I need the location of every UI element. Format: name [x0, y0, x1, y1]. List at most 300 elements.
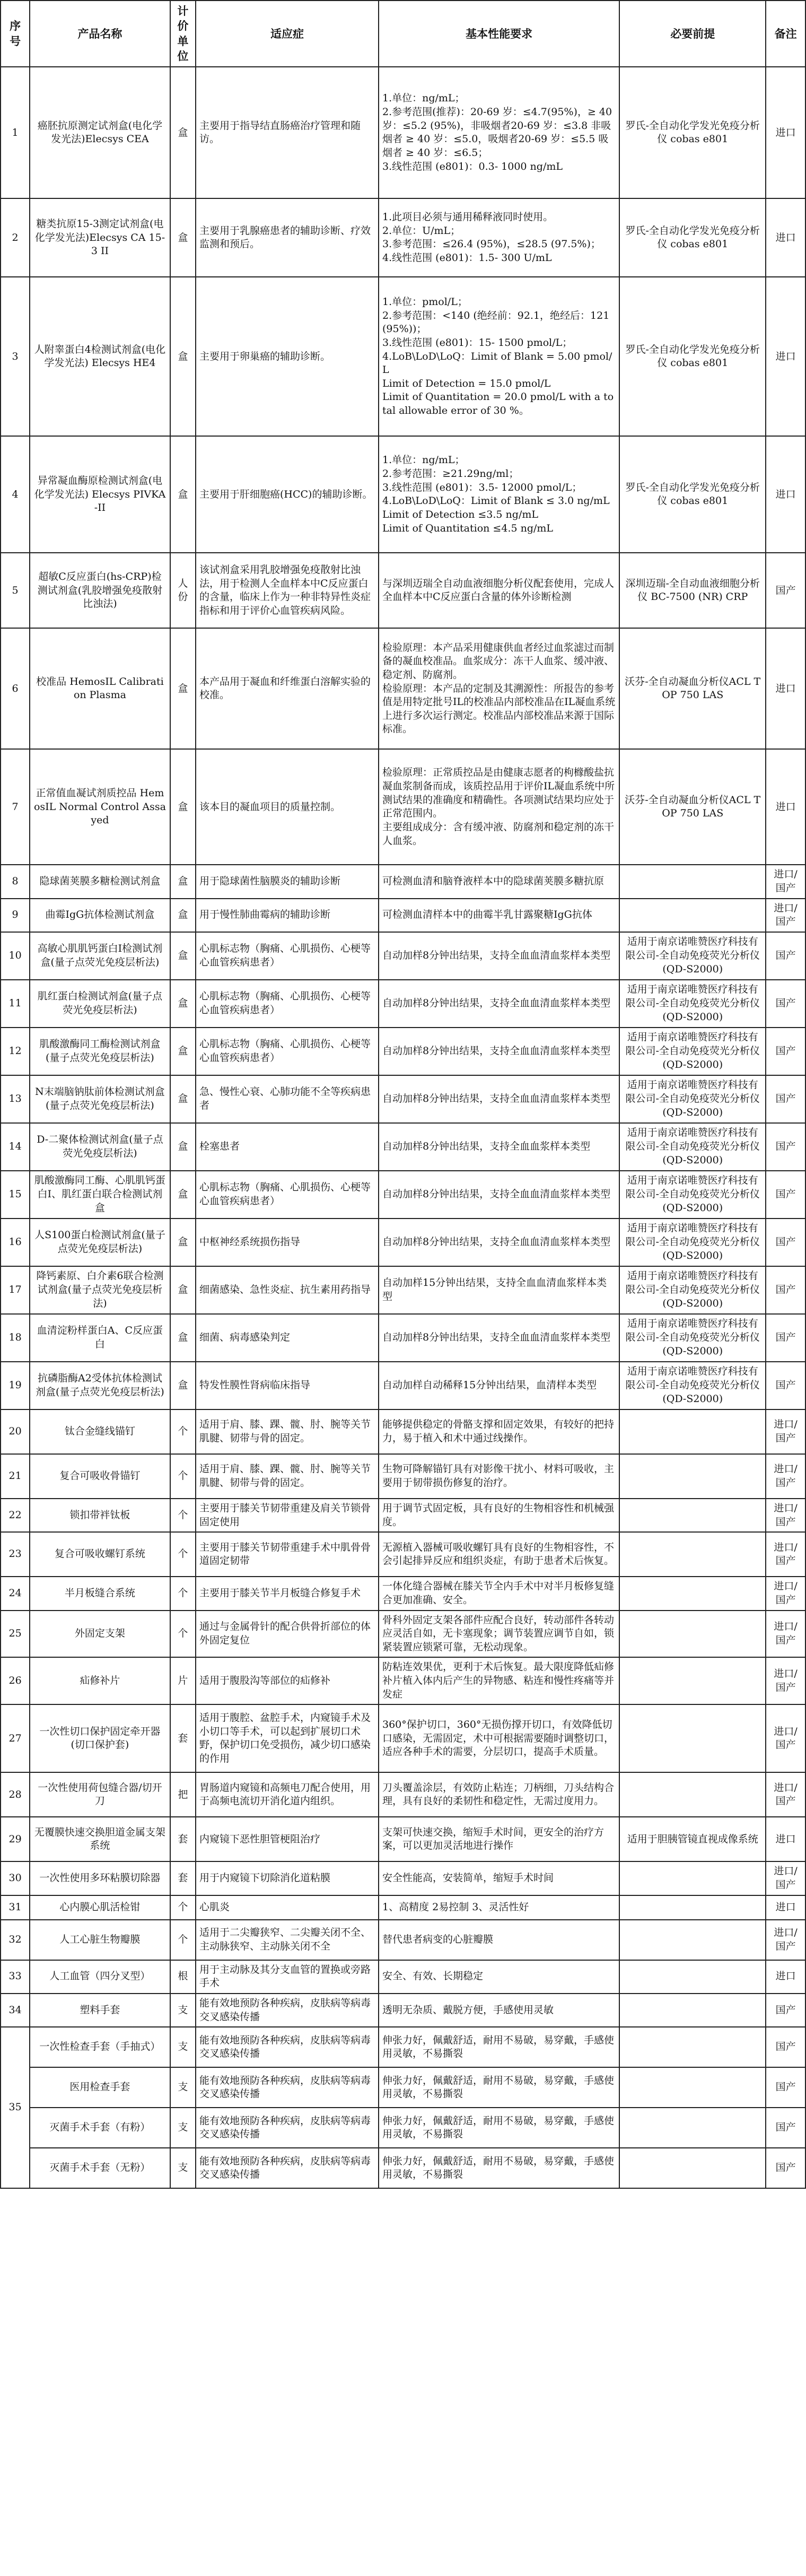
- cell-prerequisite: 适用于南京诺唯赞医疗科技有限公司-全自动免疫荧光分析仪(QD-S2000): [619, 1314, 766, 1362]
- cell-no: 9: [1, 899, 30, 932]
- cell-prerequisite: 适用于南京诺唯赞医疗科技有限公司-全自动免疫荧光分析仪(QD-S2000): [619, 1171, 766, 1219]
- table-row: [1, 1314, 805, 1362]
- cell-indication: 能有效地预防各种疾病，皮肤病等病毒交叉感染传播: [196, 1994, 379, 2027]
- header-no: 序号: [1, 1, 30, 67]
- cell-note: 进口: [766, 1817, 805, 1861]
- cell-unit: 支: [170, 1994, 196, 2027]
- cell-product-name: 疝修补片: [30, 1657, 170, 1704]
- table-row: [1, 1454, 805, 1499]
- cell-requirements: 伸张力好，佩戴舒适，耐用不易破，易穿戴，手感使用灵敏，不易撕裂: [379, 2108, 619, 2148]
- cell-indication: 适用于腹腔、盆腔手术，内窥镜手术及小切口等手术，可以起到扩展切口术野，保护切口免受损伤，减少切口感染的作用: [196, 1704, 379, 1772]
- cell-unit: 套: [170, 1861, 196, 1895]
- cell-note: 国产: [766, 1028, 805, 1075]
- cell-requirements: 透明无杂质、戴脱方便，手感使用灵敏: [379, 1994, 619, 2027]
- cell-requirements: 安全性能高，安装简单，缩短手术时间: [379, 1861, 619, 1895]
- table-row: [1, 1960, 805, 1994]
- cell-no: 22: [1, 1499, 30, 1532]
- cell-note: 进口/国产: [766, 865, 805, 898]
- cell-unit: 个: [170, 1611, 196, 1658]
- cell-prerequisite: 适用于南京诺唯赞医疗科技有限公司-全自动免疫荧光分析仪(QD-S2000): [619, 1266, 766, 1314]
- cell-unit: 盒: [170, 67, 196, 198]
- cell-requirements: 1、高精度 2易控制 3、灵活性好: [379, 1895, 619, 1920]
- cell-indication: 主要用于乳腺癌患者的辅助诊断、疗效监测和预后。: [196, 198, 379, 277]
- cell-product-name: 血清淀粉样蛋白A、C反应蛋白: [30, 1314, 170, 1362]
- cell-unit: 盒: [170, 198, 196, 277]
- cell-prerequisite: [619, 1772, 766, 1817]
- cell-product-name: 糖类抗原15-3测定试剂盒(电化学发光法)Elecsys CA 15-3 II: [30, 198, 170, 277]
- cell-no: 27: [1, 1704, 30, 1772]
- cell-requirements: 支架可快速交换，缩短手术时间，更安全的治疗方案，可以更加灵活地进行操作: [379, 1817, 619, 1861]
- cell-requirements: 生物可降解锚钉具有对影像干扰小、材料可吸收，主要用于韧带损伤修复的治疗。: [379, 1454, 619, 1499]
- cell-product-name: 心内膜心肌活检钳: [30, 1895, 170, 1920]
- cell-product-name: 灭菌手术手套（有粉）: [30, 2108, 170, 2148]
- cell-indication: 能有效地预防各种疾病，皮肤病等病毒交叉感染传播: [196, 2148, 379, 2188]
- cell-product-name: 肌酸激酶同工酶、心肌肌钙蛋白I、肌红蛋白联合检测试剂盒: [30, 1171, 170, 1219]
- cell-note: 国产: [766, 1219, 805, 1266]
- cell-indication: 主要用于指导结直肠癌治疗管理和随访。: [196, 67, 379, 198]
- cell-no: 1: [1, 67, 30, 198]
- cell-product-name: 复合可吸收螺钉系统: [30, 1532, 170, 1577]
- table-row: [1, 932, 805, 980]
- cell-indication: 用于慢性肺曲霉病的辅助诊断: [196, 899, 379, 932]
- table-row: [1, 628, 805, 749]
- cell-prerequisite: [619, 1532, 766, 1577]
- cell-indication: 主要用于膝关节韧带重建及肩关节锁骨固定使用: [196, 1499, 379, 1532]
- cell-no: 14: [1, 1123, 30, 1171]
- cell-note: 国产: [766, 2108, 805, 2148]
- cell-unit: 盒: [170, 749, 196, 865]
- cell-prerequisite: [619, 1454, 766, 1499]
- cell-prerequisite: [619, 1611, 766, 1658]
- cell-note: 进口/国产: [766, 1772, 805, 1817]
- cell-note: 进口/国产: [766, 1920, 805, 1960]
- cell-unit: 盒: [170, 865, 196, 898]
- cell-no: 15: [1, 1171, 30, 1219]
- cell-product-name: N末端脑钠肽前体检测试剂盒(量子点荧光免疫层析法): [30, 1075, 170, 1123]
- table-row: [1, 1532, 805, 1577]
- cell-no: 6: [1, 628, 30, 749]
- cell-no: 13: [1, 1075, 30, 1123]
- cell-product-name: 人S100蛋白检测试剂盒(量子点荧光免疫层析法): [30, 1219, 170, 1266]
- cell-indication: 心肌炎: [196, 1895, 379, 1920]
- table-row: [1, 2148, 805, 2188]
- table-row: [1, 980, 805, 1028]
- cell-unit: 片: [170, 1657, 196, 1704]
- cell-indication: 适用于腹股沟等部位的疝修补: [196, 1657, 379, 1704]
- cell-note: 国产: [766, 1314, 805, 1362]
- cell-requirements: 自动加样8分钟出结果，支持全血血清血浆样本类型: [379, 980, 619, 1028]
- cell-product-name: 癌胚抗原测定试剂盒(电化学发光法)Elecsys CEA: [30, 67, 170, 198]
- table-row: [1, 2067, 805, 2108]
- cell-indication: 心肌标志物（胸痛、心肌损伤、心梗等心血管疾病患者）: [196, 1028, 379, 1075]
- header-unit: 计价单位: [170, 1, 196, 67]
- cell-product-name: 无覆膜快速交换胆道金属支架系统: [30, 1817, 170, 1861]
- cell-no: 23: [1, 1532, 30, 1577]
- cell-unit: 支: [170, 2148, 196, 2188]
- cell-no: 18: [1, 1314, 30, 1362]
- cell-no: 8: [1, 865, 30, 898]
- cell-product-name: 高敏心肌肌钙蛋白I检测试剂盒(量子点荧光免疫层析法): [30, 932, 170, 980]
- cell-prerequisite: [619, 1704, 766, 1772]
- cell-note: 进口/国产: [766, 899, 805, 932]
- table-row: [1, 865, 805, 898]
- cell-indication: 适用于二尖瓣狭窄、二尖瓣关闭不全、主动脉狭窄、主动脉关闭不全: [196, 1920, 379, 1960]
- cell-note: 国产: [766, 1362, 805, 1409]
- cell-product-name: 人工心脏生物瓣膜: [30, 1920, 170, 1960]
- cell-prerequisite: [619, 1499, 766, 1532]
- cell-prerequisite: 适用于胆胰管镜直视成像系统: [619, 1817, 766, 1861]
- cell-unit: 根: [170, 1960, 196, 1994]
- cell-prerequisite: [619, 1994, 766, 2027]
- cell-prerequisite: 罗氏-全自动化学发光免疫分析仪 cobas e801: [619, 277, 766, 436]
- table-row: [1, 553, 805, 628]
- cell-no: 34: [1, 1994, 30, 2027]
- cell-requirements: 自动加样8分钟出结果，支持全血血清血浆样本类型: [379, 1075, 619, 1123]
- cell-prerequisite: 罗氏-全自动化学发光免疫分析仪 cobas e801: [619, 436, 766, 553]
- cell-no: 11: [1, 980, 30, 1028]
- cell-requirements: 刀头覆盖涂层，有效防止粘连；刀柄细，刀头结构合理，具有良好的柔韧性和稳定性，无需过度用力。: [379, 1772, 619, 1817]
- cell-indication: 主要用于膝关节韧带重建手术中肌骨骨道固定韧带: [196, 1532, 379, 1577]
- cell-indication: 栓塞患者: [196, 1123, 379, 1171]
- cell-unit: 盒: [170, 1123, 196, 1171]
- cell-note: 国产: [766, 2027, 805, 2067]
- cell-prerequisite: [619, 2027, 766, 2067]
- cell-product-name: 塑料手套: [30, 1994, 170, 2027]
- cell-product-name: 异常凝血酶原检测试剂盒(电化学发光法) Elecsys PIVKA-II: [30, 436, 170, 553]
- cell-requirements: 骨科外固定支架各部件应配合良好，转动部件各转动应灵活自如，无卡塞现象；调节装置应调节自如，锁紧装置应锁紧可靠，无松动现象。: [379, 1611, 619, 1658]
- table-row: [1, 1920, 805, 1960]
- cell-unit: 个: [170, 1409, 196, 1454]
- table-row: [1, 1266, 805, 1314]
- cell-indication: 主要用于卵巢癌的辅助诊断。: [196, 277, 379, 436]
- cell-requirements: 防粘连效果优，更利于术后恢复。最大限度降低疝修补片植入体内后产生的异物感、粘连和慢性疼痛等并发症: [379, 1657, 619, 1704]
- header-requirements: 基本性能要求: [379, 1, 619, 67]
- cell-product-name: 曲霉IgG抗体检测试剂盒: [30, 899, 170, 932]
- cell-requirements: 伸张力好，佩戴舒适，耐用不易破，易穿戴，手感使用灵敏，不易撕裂: [379, 2148, 619, 2188]
- cell-requirements: 自动加样8分钟出结果，支持全血血清血浆样本类型: [379, 1028, 619, 1075]
- header-indication: 适应症: [196, 1, 379, 67]
- cell-indication: 通过与金属骨针的配合供骨折部位的体外固定复位: [196, 1611, 379, 1658]
- cell-note: 国产: [766, 1994, 805, 2027]
- cell-requirements: 自动加样8分钟出结果，支持全血血清血浆样本类型: [379, 1314, 619, 1362]
- cell-unit: 盒: [170, 932, 196, 980]
- cell-note: 国产: [766, 2148, 805, 2188]
- table-row: [1, 277, 805, 436]
- cell-indication: 细菌、病毒感染判定: [196, 1314, 379, 1362]
- cell-indication: 用于隐球菌性脑膜炎的辅助诊断: [196, 865, 379, 898]
- cell-no: 5: [1, 553, 30, 628]
- cell-requirements: 1.单位：pmol/L； 2.参考范围：<140 (绝经前：92.1，绝经后：121 (95%))； 3.线性范围 (e801)：15- 1500 pmol/L； 4.LoB\LoD\LoQ：Limit of Blank = 5.00 pmol/L Limit of Detection = 15.0 pmol/L Limit of Quantitation = 20.0 pmol/L with a total allowable error of 30 %。: [379, 277, 619, 436]
- cell-unit: 套: [170, 1704, 196, 1772]
- cell-note: 进口/国产: [766, 1611, 805, 1658]
- cell-product-name: 复合可吸收骨锚钉: [30, 1454, 170, 1499]
- cell-prerequisite: 沃芬-全自动凝血分析仪ACL TOP 750 LAS: [619, 749, 766, 865]
- cell-requirements: 替代患者病变的心脏瓣膜: [379, 1920, 619, 1960]
- cell-note: 进口/国产: [766, 1704, 805, 1772]
- cell-no: 7: [1, 749, 30, 865]
- cell-requirements: 安全、有效、长期稳定: [379, 1960, 619, 1994]
- cell-unit: 个: [170, 1920, 196, 1960]
- cell-note: 国产: [766, 1123, 805, 1171]
- cell-prerequisite: 适用于南京诺唯赞医疗科技有限公司-全自动免疫荧光分析仪(QD-S2000): [619, 932, 766, 980]
- cell-note: 进口/国产: [766, 1409, 805, 1454]
- cell-requirements: 一体化缝合器械在膝关节全内手术中对半月板修复缝合更加准确、安全。: [379, 1577, 619, 1610]
- cell-requirements: 1.单位：ng/mL； 2.参考范围(推荐)：20-69 岁：≤4.7(95%)，≥ 40 岁：≤5.2 (95%)，非吸烟者20-69 岁：≤3.8 非吸烟者 ≥ 40 岁：≤5.0，吸烟者20-69 岁：≤5.5 吸烟者 ≥ 40 岁：≤6.5； 3.线性范围 (e801)：0.3- 1000 ng/mL: [379, 67, 619, 198]
- cell-unit: 支: [170, 2067, 196, 2108]
- cell-note: 进口: [766, 67, 805, 198]
- cell-unit: 盒: [170, 1219, 196, 1266]
- cell-note: 国产: [766, 2067, 805, 2108]
- cell-product-name: 外固定支架: [30, 1611, 170, 1658]
- cell-unit: 把: [170, 1772, 196, 1817]
- cell-indication: 心肌标志物（胸痛、心肌损伤、心梗等心血管疾病患者）: [196, 1171, 379, 1219]
- table-row: [1, 1704, 805, 1772]
- table-row: [1, 1028, 805, 1075]
- cell-indication: 心肌标志物（胸痛、心肌损伤、心梗等心血管疾病患者）: [196, 980, 379, 1028]
- table-row: [1, 749, 805, 865]
- table-row: [1, 67, 805, 198]
- cell-indication: 心肌标志物（胸痛、心肌损伤、心梗等心血管疾病患者）: [196, 932, 379, 980]
- header-note: 备注: [766, 1, 805, 67]
- cell-product-name: 抗磷脂酶A2受体抗体检测试剂盒(量子点荧光免疫层析法): [30, 1362, 170, 1409]
- cell-note: 进口/国产: [766, 1657, 805, 1704]
- cell-product-name: 隐球菌荚膜多糖检测试剂盒: [30, 865, 170, 898]
- cell-unit: 套: [170, 1817, 196, 1861]
- cell-product-name: 校准品 HemosIL Calibration Plasma: [30, 628, 170, 749]
- table-row: [1, 1895, 805, 1920]
- cell-product-name: 人附睾蛋白4检测试剂盒(电化学发光法) Elecsys HE4: [30, 277, 170, 436]
- cell-requirements: 用于调节式固定板，具有良好的生物相容性和机械强度。: [379, 1499, 619, 1532]
- cell-note: 进口: [766, 1895, 805, 1920]
- cell-note: 进口/国产: [766, 1577, 805, 1610]
- cell-unit: 个: [170, 1499, 196, 1532]
- table-row: [1, 1611, 805, 1658]
- table-row: [1, 1171, 805, 1219]
- table-body: [1, 67, 805, 2188]
- table-row: [1, 436, 805, 553]
- cell-unit: 个: [170, 1454, 196, 1499]
- cell-prerequisite: [619, 1960, 766, 1994]
- table-row: [1, 1577, 805, 1610]
- cell-unit: 个: [170, 1532, 196, 1577]
- cell-requirements: 自动加样15分钟出结果，支持全血血清血浆样本类型: [379, 1266, 619, 1314]
- cell-indication: 主要用于肝细胞癌(HCC)的辅助诊断。: [196, 436, 379, 553]
- cell-note: 进口: [766, 436, 805, 553]
- cell-product-name: 超敏C反应蛋白(hs-CRP)检测试剂盒(乳胶增强免疫散射比浊法): [30, 553, 170, 628]
- cell-indication: 急、慢性心衰、心肺功能不全等疾病患者: [196, 1075, 379, 1123]
- cell-unit: 盒: [170, 980, 196, 1028]
- cell-prerequisite: 适用于南京诺唯赞医疗科技有限公司-全自动免疫荧光分析仪(QD-S2000): [619, 1362, 766, 1409]
- table-row: [1, 1817, 805, 1861]
- cell-note: 进口/国产: [766, 1454, 805, 1499]
- table-row: [1, 1362, 805, 1409]
- cell-unit: 支: [170, 2027, 196, 2067]
- cell-prerequisite: 适用于南京诺唯赞医疗科技有限公司-全自动免疫荧光分析仪(QD-S2000): [619, 980, 766, 1028]
- cell-no: 2: [1, 198, 30, 277]
- cell-no: 26: [1, 1657, 30, 1704]
- table-row: [1, 198, 805, 277]
- cell-prerequisite: 罗氏-全自动化学发光免疫分析仪 cobas e801: [619, 67, 766, 198]
- cell-unit: 盒: [170, 1075, 196, 1123]
- cell-unit: 盒: [170, 277, 196, 436]
- cell-no: 16: [1, 1219, 30, 1266]
- cell-note: 进口/国产: [766, 1861, 805, 1895]
- cell-no: 32: [1, 1920, 30, 1960]
- cell-note: 国产: [766, 1171, 805, 1219]
- header-prerequisite: 必要前提: [619, 1, 766, 67]
- table-row: [1, 1409, 805, 1454]
- cell-no: 31: [1, 1895, 30, 1920]
- cell-indication: 该试剂盒采用乳胶增强免疫散射比浊法，用于检测人全血样本中C反应蛋白的含量，临床上作为一种非特异性炎症指标和用于评价心血管疾病风险。: [196, 553, 379, 628]
- cell-no: 20: [1, 1409, 30, 1454]
- cell-prerequisite: [619, 899, 766, 932]
- table-row: [1, 1123, 805, 1171]
- cell-product-name: 正常值血凝试剂质控品 HemosIL Normal Control Assayed: [30, 749, 170, 865]
- cell-prerequisite: [619, 865, 766, 898]
- cell-requirements: 360°保护切口，360°无损伤撑开切口，有效降低切口感染，无需固定，术中可根据需要随时调整切口，适应各种手术的需要，分层切口，提高手术质量。: [379, 1704, 619, 1772]
- header-product-name: 产品名称: [30, 1, 170, 67]
- cell-note: 进口: [766, 277, 805, 436]
- cell-indication: 该本目的凝血项目的质量控制。: [196, 749, 379, 865]
- cell-product-name: 钛合金缝线锚钉: [30, 1409, 170, 1454]
- table-row: [1, 2108, 805, 2148]
- cell-requirements: 自动加样8分钟出结果，支持全血血清血浆样本类型: [379, 932, 619, 980]
- table-row: [1, 1994, 805, 2027]
- cell-product-name: 医用检查手套: [30, 2067, 170, 2108]
- cell-prerequisite: 深圳迈瑞-全自动血液细胞分析仪 BC-7500 (NR) CRP: [619, 553, 766, 628]
- cell-no: 24: [1, 1577, 30, 1610]
- cell-prerequisite: [619, 2148, 766, 2188]
- cell-indication: 能有效地预防各种疾病，皮肤病等病毒交叉感染传播: [196, 2108, 379, 2148]
- cell-no: 30: [1, 1861, 30, 1895]
- cell-requirements: 检验原理：本产品采用健康供血者经过血浆滤过而制备的凝血校准品。血浆成分：冻干人血浆、缓冲液、稳定剂、防腐剂。 检验原理：本产品的定制及其溯源性：所报告的参考值是用特定批号IL的校准品内部校准品在IL凝血系统上进行多次运行测定。校准品内部校准品来源于国际标准。: [379, 628, 619, 749]
- cell-indication: 内窥镜下恶性胆管梗阻治疗: [196, 1817, 379, 1861]
- cell-note: 国产: [766, 553, 805, 628]
- cell-prerequisite: [619, 2108, 766, 2148]
- cell-requirements: 自动加样自动稀释15分钟出结果，血清样本类型: [379, 1362, 619, 1409]
- cell-prerequisite: [619, 1657, 766, 1704]
- cell-indication: 特发性膜性肾病临床指导: [196, 1362, 379, 1409]
- cell-note: 国产: [766, 932, 805, 980]
- cell-unit: 盒: [170, 1028, 196, 1075]
- cell-note: 国产: [766, 1075, 805, 1123]
- cell-prerequisite: [619, 1409, 766, 1454]
- table-row: [1, 1657, 805, 1704]
- cell-unit: 盒: [170, 1362, 196, 1409]
- cell-requirements: 自动加样8分钟出结果，支持全血血清血浆样本类型: [379, 1171, 619, 1219]
- cell-requirements: 可检测血清样本中的曲霉半乳甘露聚糖IgG抗体: [379, 899, 619, 932]
- cell-prerequisite: 适用于南京诺唯赞医疗科技有限公司-全自动免疫荧光分析仪(QD-S2000): [619, 1123, 766, 1171]
- table-row: [1, 1219, 805, 1266]
- cell-product-name: 一次性检查手套（手抽式）: [30, 2027, 170, 2067]
- cell-unit: 盒: [170, 436, 196, 553]
- cell-requirements: 自动加样8分钟出结果，支持全血血浆样本类型: [379, 1123, 619, 1171]
- cell-no: 21: [1, 1454, 30, 1499]
- cell-note: 国产: [766, 1266, 805, 1314]
- cell-product-name: 半月板缝合系统: [30, 1577, 170, 1610]
- cell-prerequisite: [619, 2067, 766, 2108]
- cell-product-name: 降钙素原、白介素6联合检测试剂盒(量子点荧光免疫层析法): [30, 1266, 170, 1314]
- cell-requirements: 能够提供稳定的骨骼支撑和固定效果，有较好的把持力，易于植入和术中通过线操作。: [379, 1409, 619, 1454]
- cell-no: 29: [1, 1817, 30, 1861]
- cell-requirements: 与深圳迈瑞全自动血液细胞分析仪配套使用，完成人全血样本中C反应蛋白含量的体外诊断检测: [379, 553, 619, 628]
- cell-no: 28: [1, 1772, 30, 1817]
- cell-no: 19: [1, 1362, 30, 1409]
- cell-product-name: 人工血管（四分叉型）: [30, 1960, 170, 1994]
- table-row: [1, 1772, 805, 1817]
- cell-prerequisite: 沃芬-全自动凝血分析仪ACL TOP 750 LAS: [619, 628, 766, 749]
- cell-requirements: 伸张力好，佩戴舒适，耐用不易破，易穿戴，手感使用灵敏，不易撕裂: [379, 2067, 619, 2108]
- cell-no: 17: [1, 1266, 30, 1314]
- cell-no: 35: [1, 2027, 30, 2188]
- cell-requirements: 可检测血清和脑脊液样本中的隐球菌荚膜多糖抗原: [379, 865, 619, 898]
- table-row: [1, 1075, 805, 1123]
- cell-indication: 适用于肩、膝、踝、髋、肘、腕等关节肌腱、韧带与骨的固定。: [196, 1409, 379, 1454]
- cell-prerequisite: 罗氏-全自动化学发光免疫分析仪 cobas e801: [619, 198, 766, 277]
- cell-note: 进口/国产: [766, 1499, 805, 1532]
- cell-note: 进口/国产: [766, 1532, 805, 1577]
- cell-indication: 本产品用于凝血和纤维蛋白溶解实验的校准。: [196, 628, 379, 749]
- cell-indication: 主要用于膝关节半月板缝合修复手术: [196, 1577, 379, 1610]
- cell-indication: 能有效地预防各种疾病，皮肤病等病毒交叉感染传播: [196, 2067, 379, 2108]
- cell-requirements: 1.单位：ng/mL； 2.参考范围：≥21.29ng/ml； 3.线性范围 (e801)：3.5- 12000 pmol/L； 4.LoB\LoD\LoQ：Limit of Blank ≤ 3.0 ng/mL Limit of Detection ≤3.5 ng/mL Limit of Quantitation ≤4.5 ng/mL: [379, 436, 619, 553]
- cell-note: 进口: [766, 198, 805, 277]
- cell-product-name: D-二聚体检测试剂盒(量子点荧光免疫层析法): [30, 1123, 170, 1171]
- cell-requirements: 1.此项目必须与通用稀释液同时使用。 2.单位：U/mL； 3.参考范围：≤26.4 (95%)，≤28.5 (97.5%)； 4.线性范围 (e801)：1.5- 300 U/mL: [379, 198, 619, 277]
- header-row: [1, 1, 805, 67]
- cell-unit: 盒: [170, 628, 196, 749]
- table-row: [1, 1861, 805, 1895]
- cell-unit: 盒: [170, 1266, 196, 1314]
- cell-unit: 个: [170, 1895, 196, 1920]
- cell-no: 4: [1, 436, 30, 553]
- cell-note: 进口: [766, 1960, 805, 1994]
- cell-unit: 盒: [170, 1171, 196, 1219]
- cell-unit: 支: [170, 2108, 196, 2148]
- cell-note: 进口: [766, 749, 805, 865]
- table-row: [1, 2027, 805, 2067]
- cell-requirements: 伸张力好，佩戴舒适，耐用不易破，易穿戴，手感使用灵敏，不易撕裂: [379, 2027, 619, 2067]
- cell-note: 进口: [766, 628, 805, 749]
- cell-prerequisite: [619, 1861, 766, 1895]
- cell-prerequisite: [619, 1920, 766, 1960]
- cell-product-name: 灭菌手术手套（无粉）: [30, 2148, 170, 2188]
- cell-product-name: 一次性使用多环粘膜切除器: [30, 1861, 170, 1895]
- cell-prerequisite: 适用于南京诺唯赞医疗科技有限公司-全自动免疫荧光分析仪(QD-S2000): [619, 1075, 766, 1123]
- cell-requirements: 自动加样8分钟出结果，支持全血血清血浆样本类型: [379, 1219, 619, 1266]
- cell-prerequisite: [619, 1895, 766, 1920]
- cell-no: 3: [1, 277, 30, 436]
- table-row: [1, 1499, 805, 1532]
- cell-prerequisite: [619, 1577, 766, 1610]
- cell-indication: 用于主动脉及其分支血管的置换或旁路手术: [196, 1960, 379, 1994]
- cell-prerequisite: 适用于南京诺唯赞医疗科技有限公司-全自动免疫荧光分析仪(QD-S2000): [619, 1028, 766, 1075]
- cell-indication: 适用于肩、膝、踝、髋、肘、腕等关节肌腱、韧带与骨的固定。: [196, 1454, 379, 1499]
- cell-unit: 盒: [170, 899, 196, 932]
- cell-indication: 用于内窥镜下切除消化道粘膜: [196, 1861, 379, 1895]
- cell-no: 33: [1, 1960, 30, 1994]
- cell-no: 12: [1, 1028, 30, 1075]
- cell-indication: 细菌感染、急性炎症、抗生素用药指导: [196, 1266, 379, 1314]
- cell-indication: 胃肠道内窥镜和高频电刀配合使用，用于高频电流切开消化道内组织。: [196, 1772, 379, 1817]
- cell-unit: 人份: [170, 553, 196, 628]
- cell-product-name: 锁扣带袢钛板: [30, 1499, 170, 1532]
- cell-unit: 盒: [170, 1314, 196, 1362]
- cell-requirements: 无源植入器械可吸收螺钉具有良好的生物相容性，不会引起排异反应和组织炎症，有助于患者术后恢复。: [379, 1532, 619, 1577]
- cell-requirements: 检验原理：正常质控品是由健康志愿者的枸橼酸盐抗凝血浆制备而成，该质控品用于评价IL凝血系统中所测试结果的准确度和精确性。各项测试结果均应处于正常范围内。 主要组成成分：含有缓冲液、防腐剂和稳定剂的冻干人血浆。: [379, 749, 619, 865]
- cell-product-name: 一次性切口保护固定牵开器(切口保护套): [30, 1704, 170, 1772]
- cell-product-name: 肌酸激酶同工酶检测试剂盒(量子点荧光免疫层析法): [30, 1028, 170, 1075]
